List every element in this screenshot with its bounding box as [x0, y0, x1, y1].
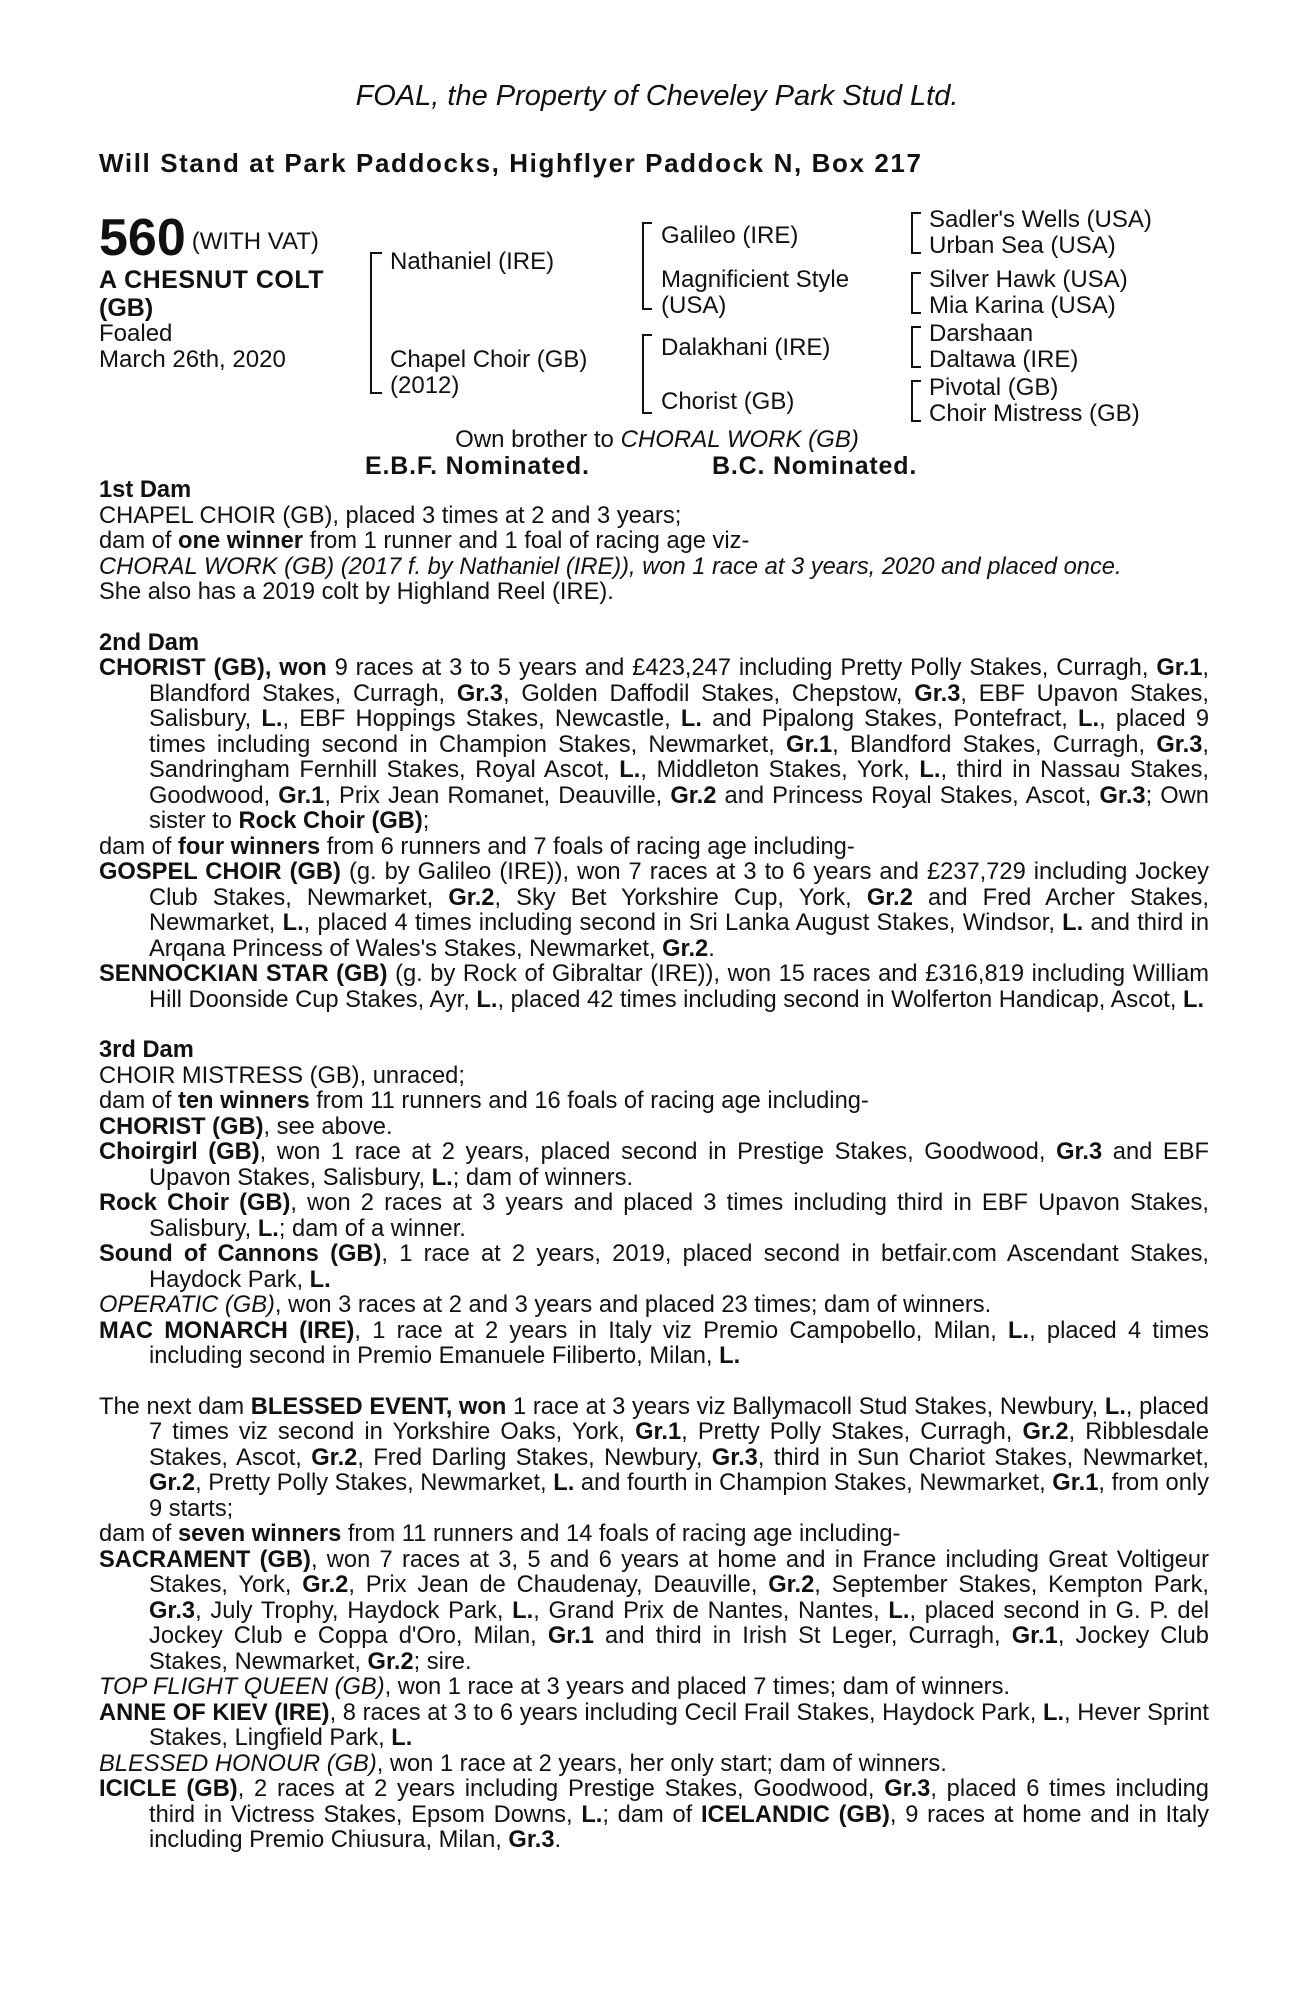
pedigree-sire-dam: Magnificient Style: [661, 266, 850, 293]
spacer: [99, 1013, 1209, 1038]
third-dam-produce-line: dam of ten winners from 11 runners and 16 foals of racing age including-: [99, 1088, 869, 1114]
spacer: [99, 606, 1209, 631]
second-dam-gospel-choir: GOSPEL CHOIR (GB) (g. by Galileo (IRE)), won 7 races at 3 to 6 years and £237,729 including Jockey Club Stakes, Newmarket, Gr.2, Sky Bet Yorkshire Cup, York, Gr.2 and Fred Archer Stakes, Newmarket, L., placed 4 times including second in Sri Lanka August Stakes, Windsor, L. and third in Arqana Princess of Wales's Stakes, Newmarket, Gr.2.: [99, 859, 1209, 962]
next-dam-produce-line: dam of seven winners from 11 runners and 14 foals of racing age including-: [99, 1521, 901, 1547]
spacer: [99, 1370, 1209, 1395]
pedigree-sd-dam: Mia Karina (USA): [929, 292, 1116, 319]
pedigree-sd-sire: Silver Hawk (USA): [929, 266, 1128, 293]
own-brother-note: [0, 426, 1314, 454]
brace-ss: [911, 212, 921, 254]
pedigree-dd-sire: Pivotal (GB): [929, 374, 1059, 401]
next-dam-blessed-event: The next dam BLESSED EVENT, won 1 race at 3 years viz Ballymacoll Stud Stakes, Newbury, L., placed 7 times viz second in Yorkshire Oaks, York, Gr.1, Pretty Polly Stakes, Curragh, Gr.2, Ribblesdale Stakes, Ascot, Gr.2, Fred Darling Stakes, Newbury, Gr.3, third in Sun Chariot Stakes, Newmarket, Gr.2, Pretty Polly Stakes, Newmarket, L. and fourth in Champion Stakes, Newmarket, Gr.1, from only 9 starts;: [99, 1393, 1209, 1522]
first-dam-line: CHAPEL CHOIR (GB), placed 3 times at 2 and 3 years;: [99, 502, 682, 529]
next-dam-top-flight-queen: TOP FLIGHT QUEEN (GB), won 1 race at 3 years and placed 7 times; dam of winners.: [99, 1674, 1010, 1700]
pedigree-dam-dam: Chorist (GB): [661, 388, 795, 415]
stand-location: Will Stand at Park Paddocks, Highflyer Paddock N, Box 217: [99, 148, 923, 178]
foaled-date: March 26th, 2020: [99, 346, 286, 373]
second-dam-chorist: CHORIST (GB), won 9 races at 3 to 5 years and £423,247 including Pretty Polly Stakes, Curragh, Gr.1, Blandford Stakes, Curragh, Gr.3, Golden Daffodil Stakes, Chepstow, Gr.3, EBF Upavon Stakes, Salisbury, L., EBF Hoppings Stakes, Newcastle, L. and Pipalong Stakes, Pontefract, L., placed 9 times including second in Champion Stakes, Newmarket, Gr.1, Blandford Stakes, Curragh, Gr.3, Sandringham Fernhill Stakes, Royal Ascot, L., Middleton Stakes, York, L., third in Nassau Stakes, Goodwood, Gr.1, Prix Jean Romanet, Deauville, Gr.2 and Princess Royal Stakes, Ascot, Gr.3; Own sister to Rock Choir (GB);: [99, 655, 1210, 834]
pedigree-sire-sire: Galileo (IRE): [661, 222, 799, 249]
pedigree-brace-dam: [642, 334, 652, 414]
third-dam-operatic: OPERATIC (GB), won 3 races at 2 and 3 years and placed 23 times; dam of winners.: [99, 1292, 992, 1318]
third-dam-heading: 3rd Dam: [99, 1037, 194, 1063]
pedigree-ds-sire: Darshaan: [929, 320, 1034, 347]
page-title: FOAL, the Property of Cheveley Park Stud Ltd.: [355, 80, 959, 112]
foaled-label: Foaled: [99, 320, 173, 347]
brace-ds: [911, 326, 921, 368]
vat-note: (WITH VAT): [191, 228, 319, 255]
second-dam-heading: 2nd Dam: [99, 629, 200, 656]
pedigree-brace-main: [370, 252, 382, 394]
second-dam-produce-line: dam of four winners from 6 runners and 7 foals of racing age including-: [99, 833, 855, 860]
ebf-nominated: E.B.F. Nominated.: [365, 452, 590, 480]
pedigree-brace-sire: [642, 222, 652, 310]
brace-dd: [911, 380, 921, 422]
first-dam-progeny: CHORAL WORK (GB) (2017 f. by Nathaniel (IRE)), won 1 race at 3 years, 2020 and placed once.: [99, 553, 1122, 580]
third-dam-sound-of-cannons: Sound of Cannons (GB), 1 race at 2 years, 2019, placed second in betfair.com Ascendant Stakes, Haydock Park, L.: [99, 1241, 1210, 1293]
lot-number-line: [99, 208, 319, 268]
pedigree-ss-dam: Urban Sea (USA): [929, 232, 1116, 259]
first-dam-note: She also has a 2019 colt by Highland Reel (IRE).: [99, 579, 614, 605]
next-dam-sacrament: SACRAMENT (GB), won 7 races at 3, 5 and 6 years at home and in France including Great Voltigeur Stakes, York, Gr.2, Prix Jean de Chaudenay, Deauville, Gr.2, September Stakes, Kempton Park, Gr.3, July Trophy, Haydock Park, L., Grand Prix de Nantes, Nantes, L., placed second in G. P. del Jockey Club e Coppa d'Oro, Milan, Gr.1 and third in Irish St Leger, Curragh, Gr.1, Jockey Club Stakes, Newmarket, Gr.2; sire.: [99, 1546, 1210, 1675]
second-dam-sennockian-star: SENNOCKIAN STAR (GB) (g. by Rock of Gibraltar (IRE)), won 15 races and £316,819 including William Hill Doonside Cup Stakes, Ayr, L., placed 42 times including second in Wolferton Handicap, Ascot, L.: [99, 961, 1210, 1013]
lot-description: A CHESNUT COLT: [99, 266, 325, 294]
pedigree-dam-year: (2012): [390, 372, 460, 399]
first-dam-heading: 1st Dam: [99, 477, 192, 503]
own-brother-prefix: Own brother to: [455, 426, 621, 453]
pedigree-ds-dam: Daltawa (IRE): [929, 346, 1079, 373]
pedigree-ss-sire: Sadler's Wells (USA): [929, 206, 1152, 233]
brace-sd: [911, 272, 921, 314]
next-dam-icicle: ICICLE (GB), 2 races at 2 years including Prestige Stakes, Goodwood, Gr.3, placed 6 times including third in Victress Stakes, Epsom Downs, L.; dam of ICELANDIC (GB), 9 races at home and in Italy including Premio Chiusura, Milan, Gr.3.: [99, 1776, 1209, 1853]
pedigree-dam-sire: Dalakhani (IRE): [661, 334, 831, 361]
third-dam-rock-choir: Rock Choir (GB), won 2 races at 3 years and placed 3 times including third in EBF Upavon Stakes, Salisbury, L.; dam of a winner.: [99, 1190, 1209, 1242]
pedigree-dd-dam: Choir Mistress (GB): [929, 400, 1140, 427]
pedigree-body: [99, 478, 1209, 1854]
third-dam-chorist: CHORIST (GB), see above.: [99, 1113, 393, 1140]
pedigree-sire: Nathaniel (IRE): [390, 248, 555, 275]
lot-number: 560: [99, 209, 186, 267]
pedigree-sire-dam-country: (USA): [661, 292, 727, 319]
pedigree-dam: Chapel Choir (GB): [390, 346, 588, 373]
next-dam-anne-of-kiev: ANNE OF KIEV (IRE), 8 races at 3 to 6 years including Cecil Frail Stakes, Haydock Park, L., Hever Sprint Stakes, Lingfield Park, L.: [99, 1699, 1210, 1751]
next-dam-blessed-honour: BLESSED HONOUR (GB), won 1 race at 2 years, her only start; dam of winners.: [99, 1750, 947, 1777]
first-dam-produce-line: dam of one winner from 1 runner and 1 foal of racing age viz-: [99, 528, 750, 554]
third-dam-choirgirl: Choirgirl (GB), won 1 race at 2 years, placed second in Prestige Stakes, Goodwood, Gr.3 and EBF Upavon Stakes, Salisbury, L.; dam of winners.: [99, 1139, 1209, 1191]
own-brother-name: CHORAL WORK (GB): [620, 426, 859, 453]
bc-nominated: B.C. Nominated.: [712, 452, 918, 480]
third-dam-mac-monarch: MAC MONARCH (IRE), 1 race at 2 years in Italy viz Premio Campobello, Milan, L., placed 4 times including second in Premio Emanuele Filiberto, Milan, L.: [99, 1317, 1209, 1369]
lot-description-country: (GB): [99, 294, 154, 322]
third-dam-line: CHOIR MISTRESS (GB), unraced;: [99, 1062, 465, 1089]
